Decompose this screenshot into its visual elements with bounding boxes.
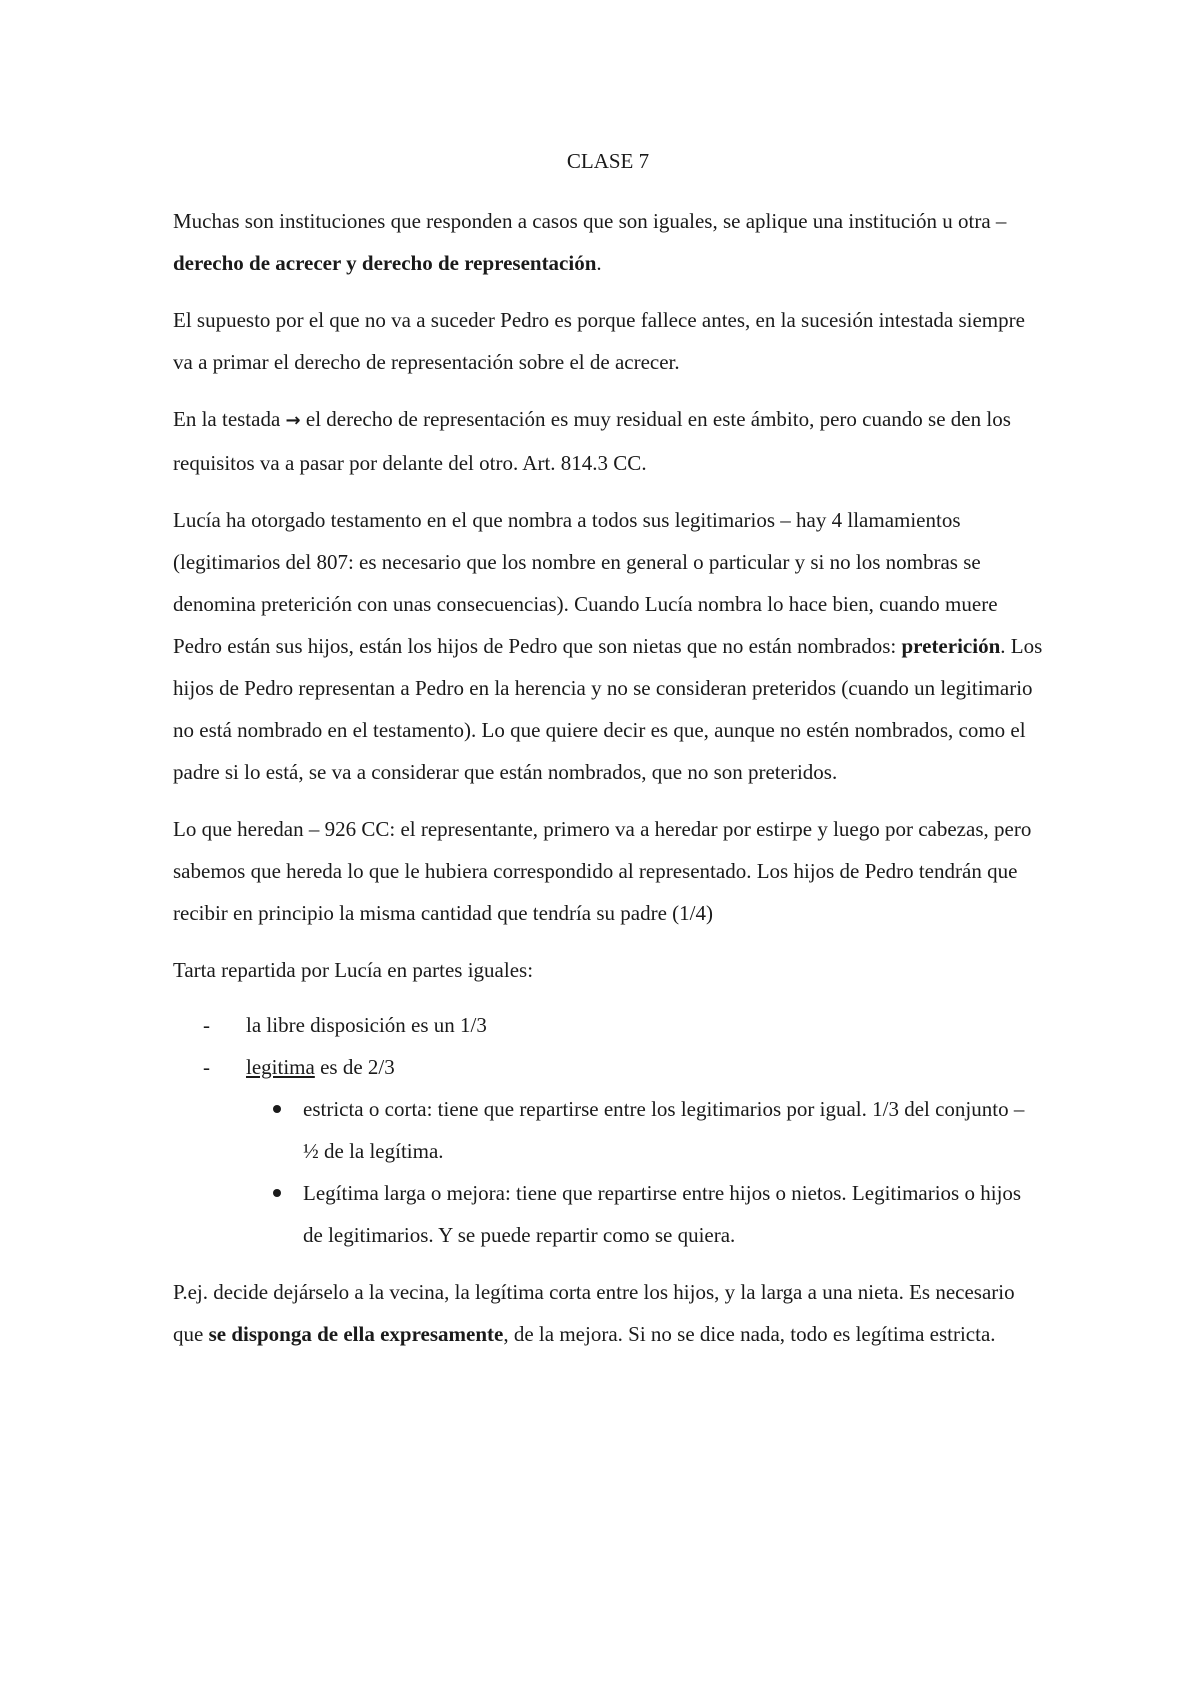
bullet-icon [273, 1105, 281, 1113]
dash-marker: - [203, 1055, 210, 1079]
text-run: el derecho de representación es muy residual en este ámbito, pero cuando se den los requisitos va a pasar por delante del otro. Art. 814.3 CC. [173, 407, 1011, 475]
list-item [173, 1046, 1043, 1088]
text-run: . [596, 251, 602, 275]
dash-marker: - [203, 1013, 210, 1037]
text-run: . Los hijos de Pedro representan a Pedro en la herencia y no se consideran preteridos (cuando un legitimario no está nombrado en el testamento). Lo que quiere decir es que, aunque no estén nombrados, como el padre si lo está, se va a considerar que están nombrados, que no son preteridos. [173, 634, 1043, 784]
list-item [303, 1088, 1043, 1172]
list-item [173, 1004, 1043, 1046]
paragraph-ejemplo [173, 1271, 1043, 1355]
text-run: En la testada [173, 407, 286, 431]
underlined-text: legitima [246, 1055, 315, 1079]
text-run: , de la mejora. Si no se dice nada, todo es legítima estricta. [503, 1322, 996, 1346]
page-title: CLASE 7 [566, 149, 650, 173]
bullet-icon [273, 1189, 281, 1197]
text-run: Muchas son instituciones que responden a casos que son iguales, se aplique una institución u otra – [173, 209, 1007, 233]
paragraph-lucia [173, 499, 1043, 793]
text-run: Lucía ha otorgado testamento en el que nombra a todos sus legitimarios – hay 4 llamamientos (legitimarios del 807: es necesario que los nombre en general o particular y si no los nombras se denomina preterición con unas consecuencias). Cuando Lucía nombra lo hace bien, cuando muere Pedro están sus hijos, están los hijos de Pedro que son nietas que no están nombrados: [173, 508, 998, 658]
list-item-text: la libre disposición es un 1/3 [246, 1013, 487, 1037]
dash-list [173, 1004, 1043, 1088]
arrow-right-icon: → [285, 410, 301, 431]
text-run: P.ej. decide dejárselo a la vecina, la legítima corta entre los hijos, y la larga a una nieta. Es necesario que [173, 1280, 1015, 1346]
bold-text: derecho de acrecer y derecho de representación [173, 251, 597, 275]
paragraph-tarta: Tarta repartida por Lucía en partes iguales: [173, 958, 534, 982]
list-item [303, 1172, 1043, 1256]
list-item-text: Legítima larga o mejora: tiene que repartirse entre hijos o nietos. Legitimarios o hijos de legitimarios. Y se puede repartir como se quiera. [303, 1181, 1022, 1247]
list-item-text: estricta o corta: tiene que repartirse entre los legitimarios por igual. 1/3 del conjunto – ½ de la legítima. [303, 1097, 1025, 1163]
bold-text: preterición [901, 634, 1001, 658]
paragraph-supuesto: El supuesto por el que no va a suceder Pedro es porque fallece antes, en la sucesión intestada siempre va a primar el derecho de representación sobre el de acrecer. [173, 308, 1025, 374]
paragraph-testada [173, 398, 1043, 484]
document-body [173, 140, 1043, 1370]
paragraph-heredan: Lo que heredan – 926 CC: el representante, primero va a heredar por estirpe y luego por cabezas, pero sabemos que hereda lo que le hubiera correspondido al representado. Los hijos de Pedro tendrán que recibir en principio la misma cantidad que tendría su padre (1/4) [173, 817, 1032, 925]
bold-text: se disponga de ella expresamente [208, 1322, 504, 1346]
bullet-list [173, 1088, 1043, 1256]
list-item-text: es de 2/3 [314, 1055, 395, 1079]
paragraph-instituciones [173, 200, 1043, 284]
